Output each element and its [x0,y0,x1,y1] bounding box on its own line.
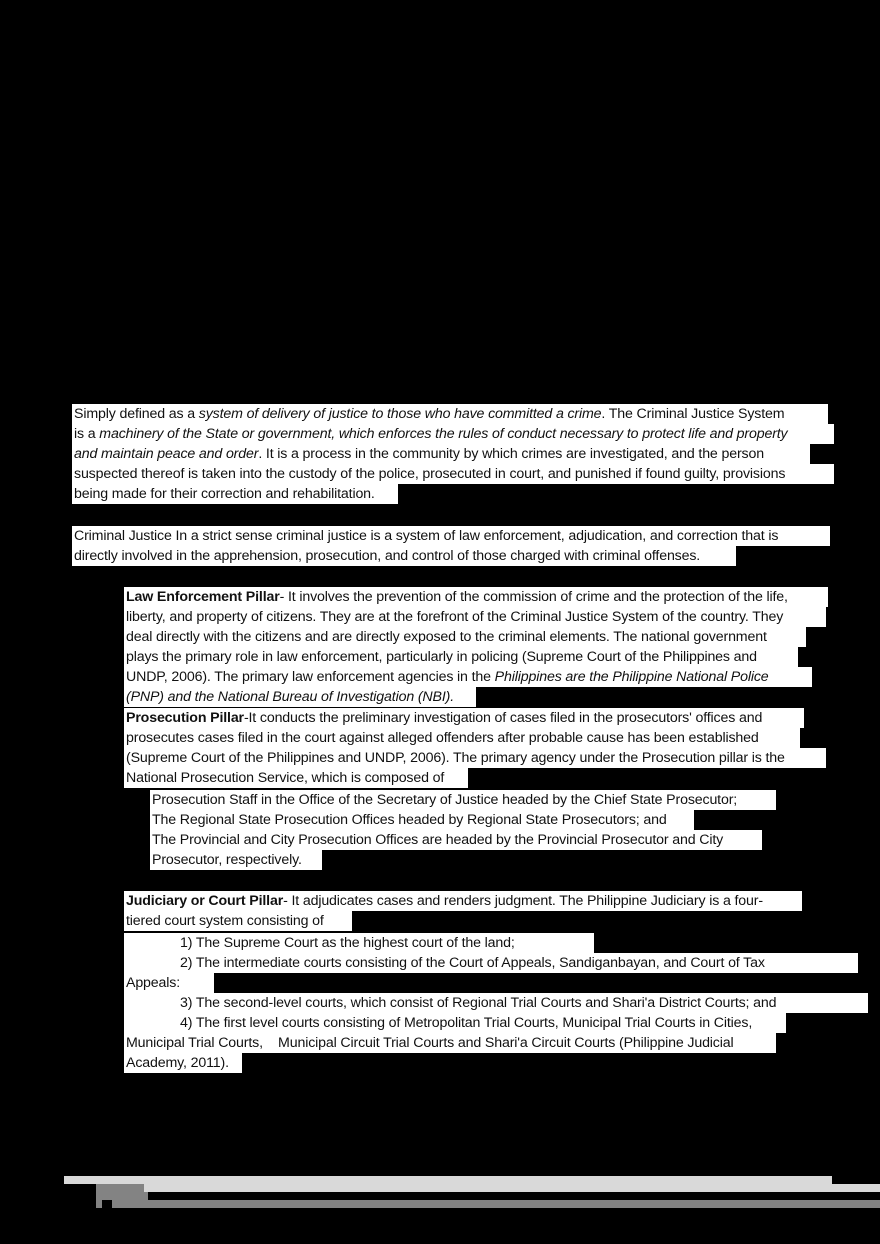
footer-dark-bar [112,1200,880,1208]
text: UNDP, 2006). The primary law enforcement agencies in the [126,669,495,685]
list-item: The Regional State Prosecution Offices headed by Regional State Prosecutors; and [150,810,694,830]
list-item: 1) The Supreme Court as the highest court of the land; [124,933,594,953]
emphasis-text: Philippines are the Philippine National Police [494,669,769,685]
text-line: directly involved in the apprehension, prosecution, and control of those charged with criminal offenses. [72,546,736,566]
list-item: 2) The intermediate courts consisting of the Court of Appeals, Sandiganbayan, and Court of Tax [124,953,858,973]
footer-page-tab [96,1200,102,1208]
text-line: deal directly with the citizens and are directly exposed to the criminal elements. The national government [124,627,806,647]
text: . The Criminal Justice System [601,406,785,422]
emphasis-text: and maintain peace and order [74,446,259,462]
pillar-title: Prosecution Pillar [126,710,244,726]
text-line [124,891,802,911]
text-line [72,464,834,484]
list-item: 4) The first level courts consisting of Metropolitan Trial Courts, Municipal Trial Courts in Cities, [124,1013,786,1033]
text: Simply defined as a [74,406,199,422]
emphasis-text: (PNP) and the National Bureau of Investigation (NBI). [126,689,454,705]
text-line: (Supreme Court of the Philippines and UNDP, 2006). The primary agency under the Prosecution pillar is the [124,748,826,768]
text-line [124,687,476,707]
text-line [124,667,812,687]
text-line: plays the primary role in law enforcement, particularly in policing (Supreme Court of the Philippines and [124,647,798,667]
text: - It adjudicates cases and renders judgment. The Philippine Judiciary is a four- [283,893,763,909]
text-line [72,444,810,464]
list-item: The Provincial and City Prosecution Offices are headed by the Provincial Prosecutor and City [150,830,762,850]
emphasis-text: system of delivery of justice to those who have committed a crime [198,406,602,422]
text-line: prosecutes cases filed in the court against alleged offenders after probable cause has been established [124,728,800,748]
text-line [124,708,804,728]
list-item: Academy, 2011). [124,1053,242,1073]
text: . It is a process in the community by which crimes are investigated, and the person [258,446,764,462]
footer-light-bar [64,1176,832,1184]
text-line [72,404,828,424]
emphasis-text: machinery of the State or government, which enforces the rules of conduct necessary to protect life and property [99,426,788,442]
list-item: Municipal Trial Courts, Municipal Circuit Trial Courts and Shari'a Circuit Courts (Philippine Judicial [124,1033,776,1053]
footer-light-bar [144,1184,880,1192]
list-item: Prosecution Staff in the Office of the Secretary of Justice headed by the Chief State Prosecutor; [150,790,776,810]
text: being made for their correction and rehabilitation. [74,486,375,502]
text-line: tiered court system consisting of [124,911,352,931]
list-item: Appeals: [124,973,214,993]
text-line: National Prosecution Service, which is composed of [124,768,468,788]
pillar-title: Judiciary or Court Pillar [126,893,284,909]
text-line: Criminal Justice In a strict sense criminal justice is a system of law enforcement, adjudication, and correction that is [72,526,830,546]
footer-page-tab [96,1184,144,1192]
text-line: liberty, and property of citizens. They are at the forefront of the Criminal Justice System of the country. They [124,607,826,627]
text: -It conducts the preliminary investigation of cases filed in the prosecutors' offices and [243,710,763,726]
list-item: 3) The second-level courts, which consist of Regional Trial Courts and Shari'a District Courts; and [124,993,868,1013]
text: suspected thereof is taken into the custody of the police, prosecuted in court, and punished if found guilty, provisions [74,466,786,482]
list-item: Prosecutor, respectively. [150,850,322,870]
text: - It involves the prevention of the commission of crime and the protection of the life, [279,589,788,605]
text-line [124,587,828,607]
text: is a [74,426,100,442]
pillar-title: Law Enforcement Pillar [126,589,280,605]
footer-page-tab [96,1192,148,1200]
text-line [72,484,398,504]
text-line [72,424,834,444]
